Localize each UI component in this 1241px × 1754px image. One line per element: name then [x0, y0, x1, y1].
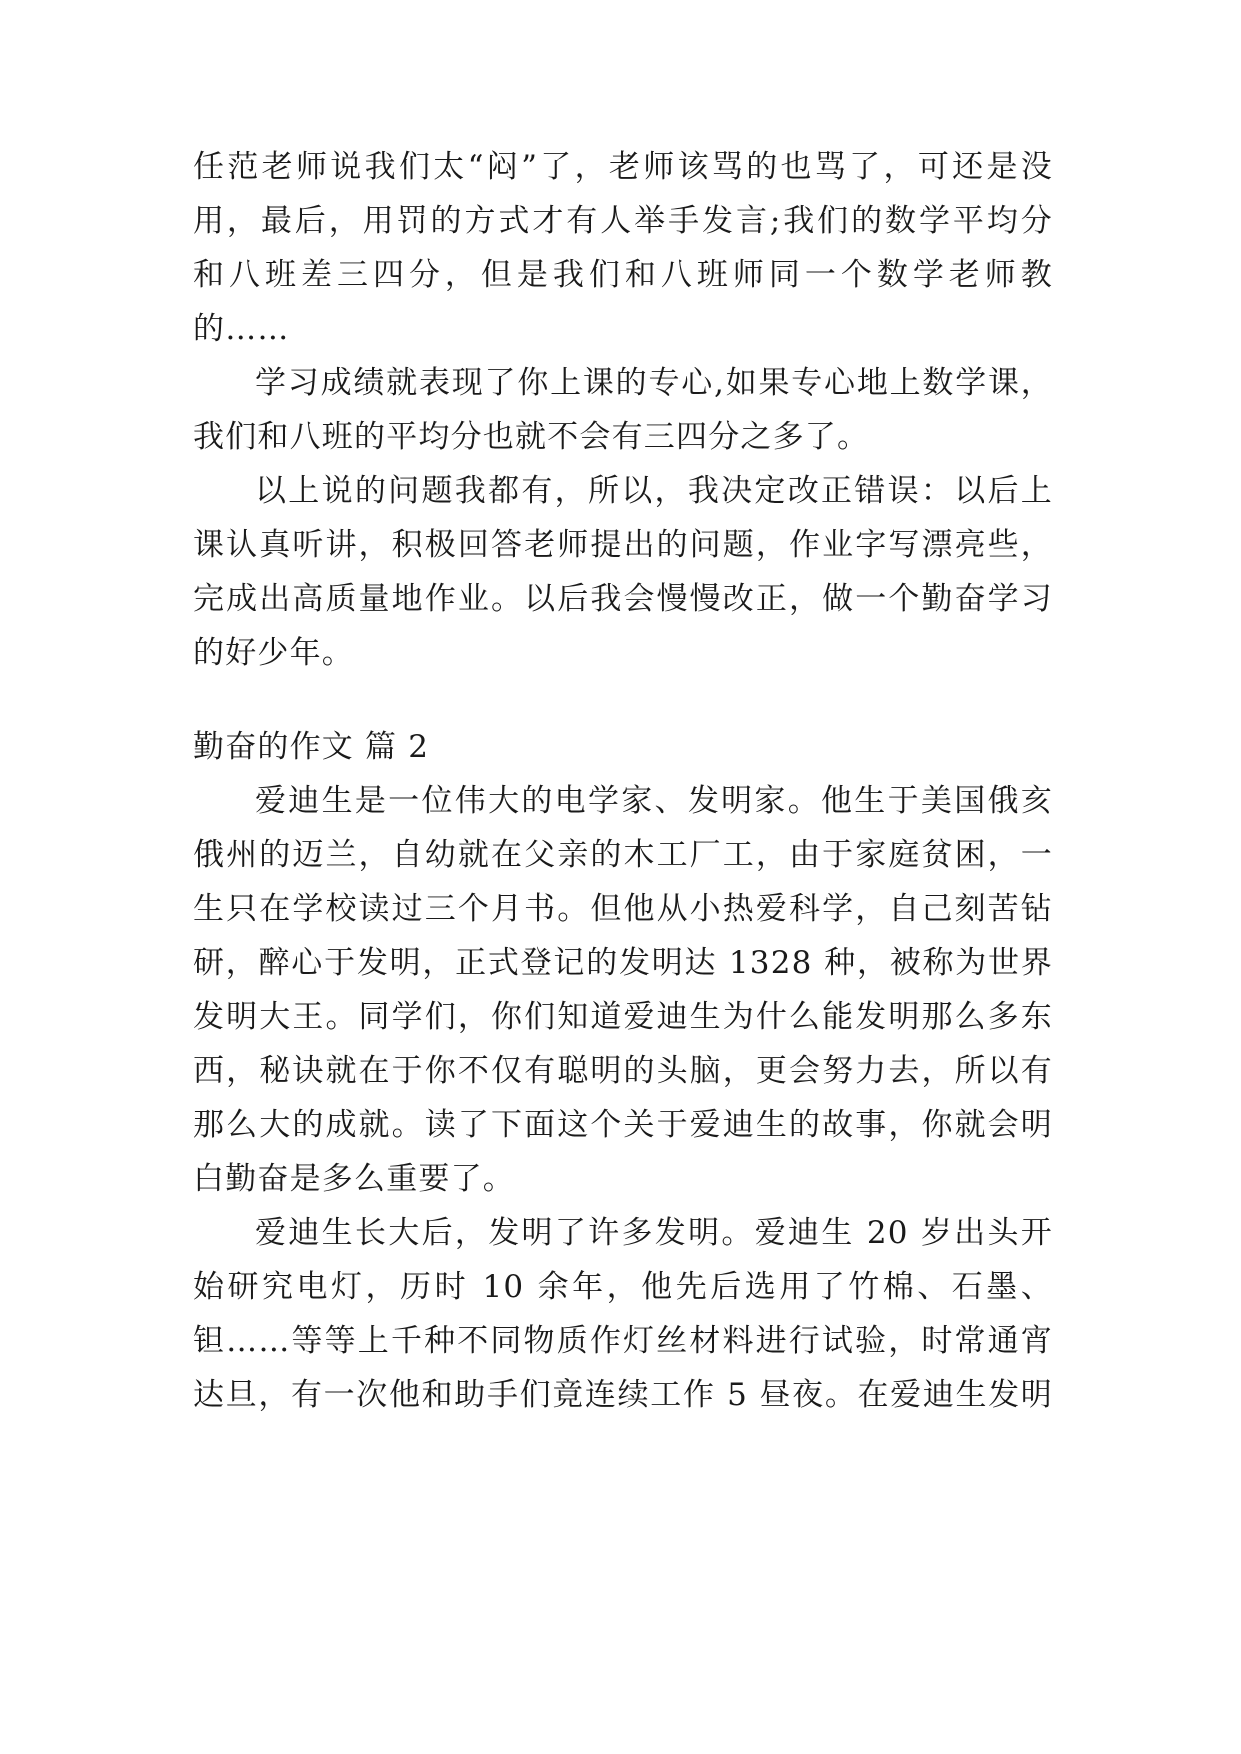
paragraph-line: 我们和八班的平均分也就不会有三四分之多了。: [193, 419, 870, 455]
paragraph-line: 钽……等等上千种不同物质作灯丝材料进行试验，时常通宵: [193, 1323, 1053, 1359]
paragraph-line: 那么大的成就。读了下面这个关于爱迪生的故事，你就会明: [193, 1107, 1053, 1143]
paragraph-line: 和八班差三四分，但是我们和八班师同一个数学老师教: [193, 257, 1053, 293]
paragraph-line: 发明大王。同学们，你们知道爱迪生为什么能发明那么多东: [193, 999, 1053, 1035]
paragraph-line: 始研究电灯，历时 10 余年，他先后选用了竹棉、石墨、: [193, 1269, 1053, 1305]
paragraph-line: 学习成绩就表现了你上课的专心,如果专心地上数学课，: [255, 365, 1053, 401]
paragraph-line: 西，秘诀就在于你不仅有聪明的头脑，更会努力去，所以有: [193, 1053, 1053, 1089]
paragraph-line: 完成出高质量地作业。以后我会慢慢改正，做一个勤奋学习: [193, 581, 1053, 617]
paragraph-line: 的好少年。: [193, 635, 354, 671]
paragraph-line: 用，最后，用罚的方式才有人举手发言;我们的数学平均分: [193, 203, 1053, 239]
paragraph-line: 达旦，有一次他和助手们竟连续工作 5 昼夜。在爱迪生发明: [193, 1377, 1053, 1413]
paragraph-line: 课认真听讲，积极回答老师提出的问题，作业字写漂亮些，: [193, 527, 1053, 563]
paragraph-line: 生只在学校读过三个月书。但他从小热爱科学，自己刻苦钻: [193, 891, 1053, 927]
paragraph-line: 任范老师说我们太“闷”了，老师该骂的也骂了，可还是没: [193, 149, 1053, 185]
paragraph-line: 俄州的迈兰，自幼就在父亲的木工厂工，由于家庭贫困，一: [193, 837, 1053, 873]
paragraph-line: 爱迪生长大后，发明了许多发明。爱迪生 20 岁出头开: [255, 1215, 1053, 1251]
paragraph-line: 的……: [193, 311, 290, 347]
paragraph-line: 以上说的问题我都有，所以，我决定改正错误：以后上: [255, 473, 1053, 509]
section-heading: 勤奋的作文 篇 2: [193, 729, 430, 765]
paragraph-line: 白勤奋是多么重要了。: [193, 1161, 515, 1197]
paragraph-line: 研，醉心于发明，正式登记的发明达 1328 种，被称为世界: [193, 945, 1053, 981]
paragraph-line: 爱迪生是一位伟大的电学家、发明家。他生于美国俄亥: [255, 783, 1053, 819]
